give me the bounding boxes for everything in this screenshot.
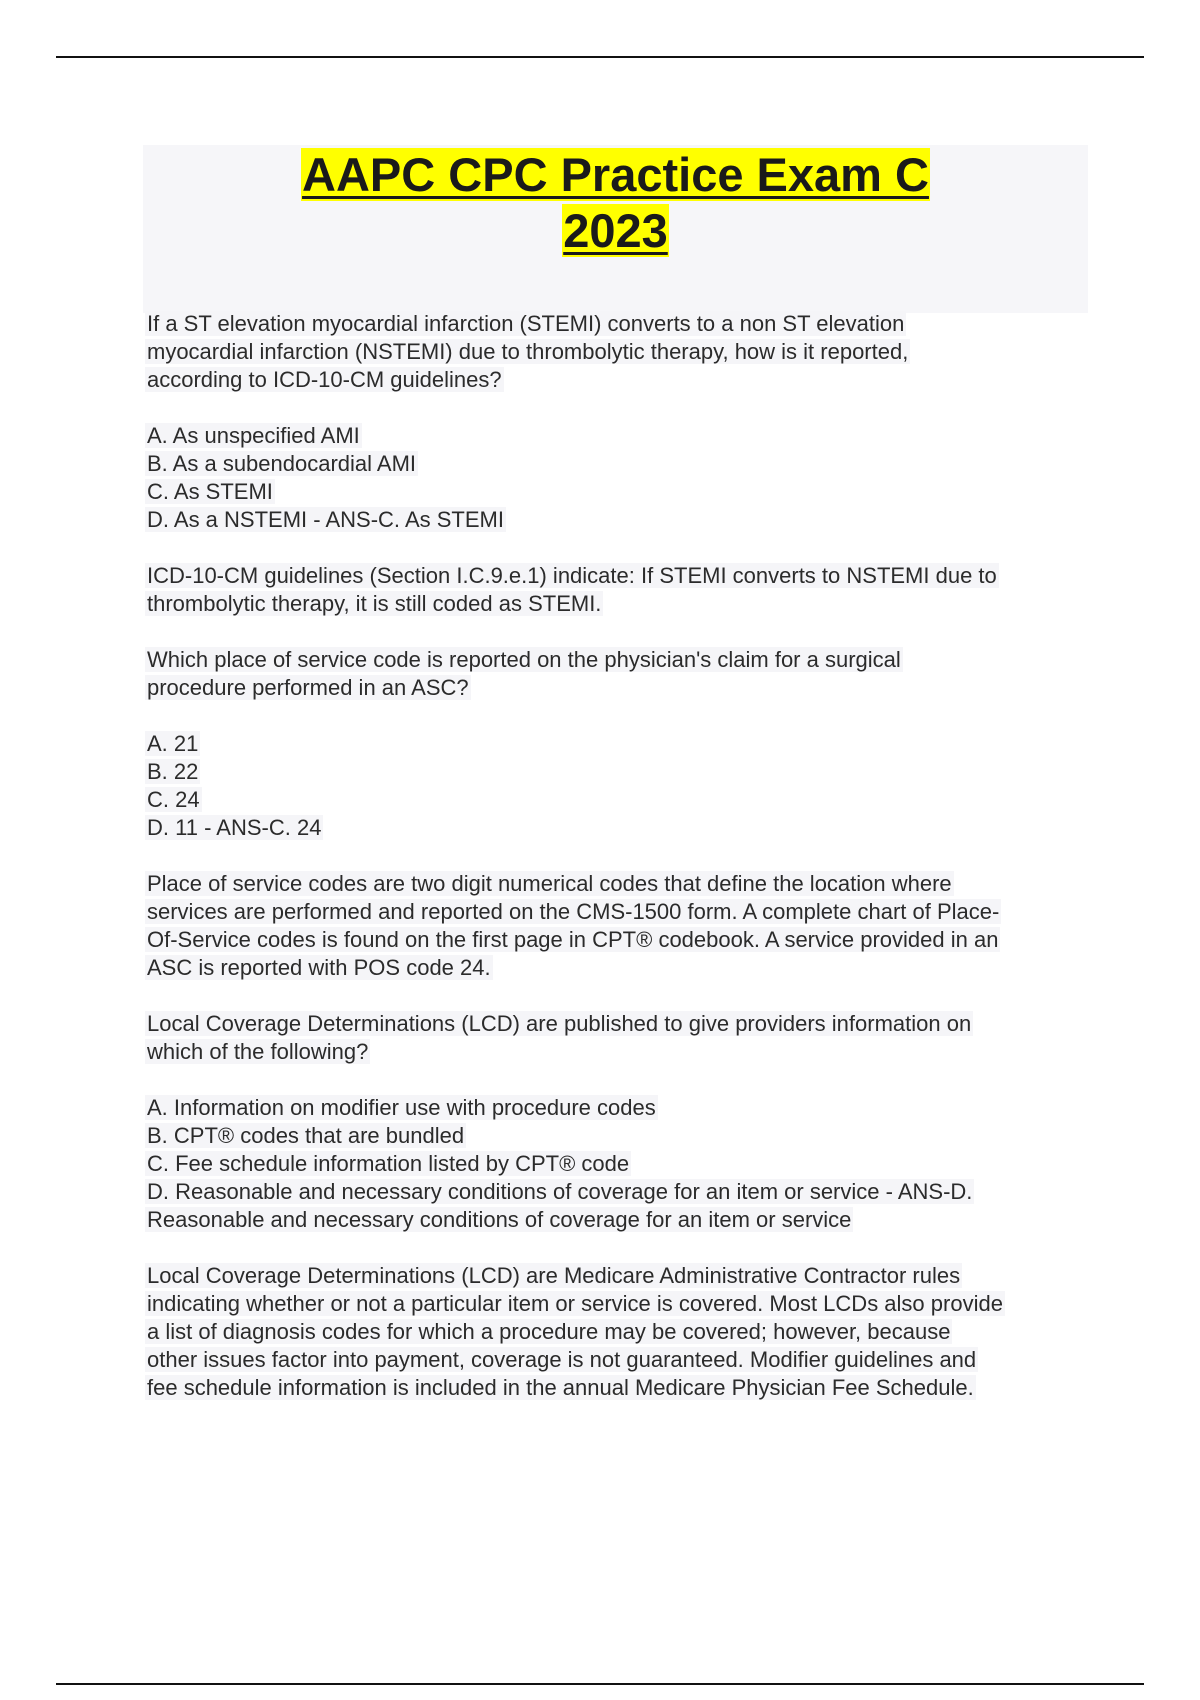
question-3-options — [145, 1094, 1095, 1234]
page-title — [143, 145, 1088, 259]
option: B. CPT® codes that are bundled — [147, 1123, 465, 1148]
header-rule — [56, 56, 1144, 58]
question-1-options — [145, 422, 1095, 534]
option: B. As a subendocardial AMI — [147, 451, 417, 476]
title-line-1: AAPC CPC Practice Exam C — [302, 148, 929, 201]
question-1-text: If a ST elevation myocardial infarction (STEMI) converts to a non ST elevation myocardial infarction (NSTEMI) due to thrombolytic therapy, how is it reported, according to ICD-10-CM guidelines? — [147, 311, 909, 392]
question-2-options — [145, 730, 1095, 842]
option-with-answer-continued: Reasonable and necessary conditions of coverage for an item or service — [147, 1207, 852, 1232]
question-2-explanation: Place of service codes are two digit numerical codes that define the location where services are performed and reported on the CMS-1500 form. A complete chart of Place- Of-Service codes is found on the first page in CPT® codebook. A service provided in an ASC is reported with POS code 24. — [147, 871, 1000, 980]
option: C. As STEMI — [147, 479, 273, 504]
option: C. Fee schedule information listed by CPT® code — [147, 1151, 630, 1176]
option: A. 21 — [147, 731, 199, 756]
question-2-text: Which place of service code is reported on the physician's claim for a surgical procedure performed in an ASC? — [147, 647, 901, 700]
option: C. 24 — [147, 787, 200, 812]
question-1-explanation: ICD-10-CM guidelines (Section I.C.9.e.1) indicate: If STEMI converts to NSTEMI due to thrombolytic therapy, it is still coded as STEMI. — [147, 563, 997, 616]
option: A. Information on modifier use with procedure codes — [147, 1095, 656, 1120]
footer-rule — [56, 1683, 1144, 1685]
document-body — [145, 310, 1095, 1430]
question-3-text: Local Coverage Determinations (LCD) are published to give providers information on which of the following? — [147, 1011, 972, 1064]
option-with-answer: D. As a NSTEMI - ANS-C. As STEMI — [147, 507, 504, 532]
title-line-2: 2023 — [563, 204, 668, 257]
option-with-answer: D. 11 - ANS-C. 24 — [147, 815, 322, 840]
option: A. As unspecified AMI — [147, 423, 360, 448]
option: B. 22 — [147, 759, 199, 784]
option-with-answer: D. Reasonable and necessary conditions of coverage for an item or service - ANS-D. — [147, 1179, 973, 1204]
question-3-explanation: Local Coverage Determinations (LCD) are Medicare Administrative Contractor rules indicating whether or not a particular item or service is covered. Most LCDs also provide a list of diagnosis codes for which a procedure may be covered; however, because other issues factor into payment, coverage is not guaranteed. Modifier guidelines and fee schedule information is included in the annual Medicare Physician Fee Schedule. — [147, 1263, 1003, 1400]
